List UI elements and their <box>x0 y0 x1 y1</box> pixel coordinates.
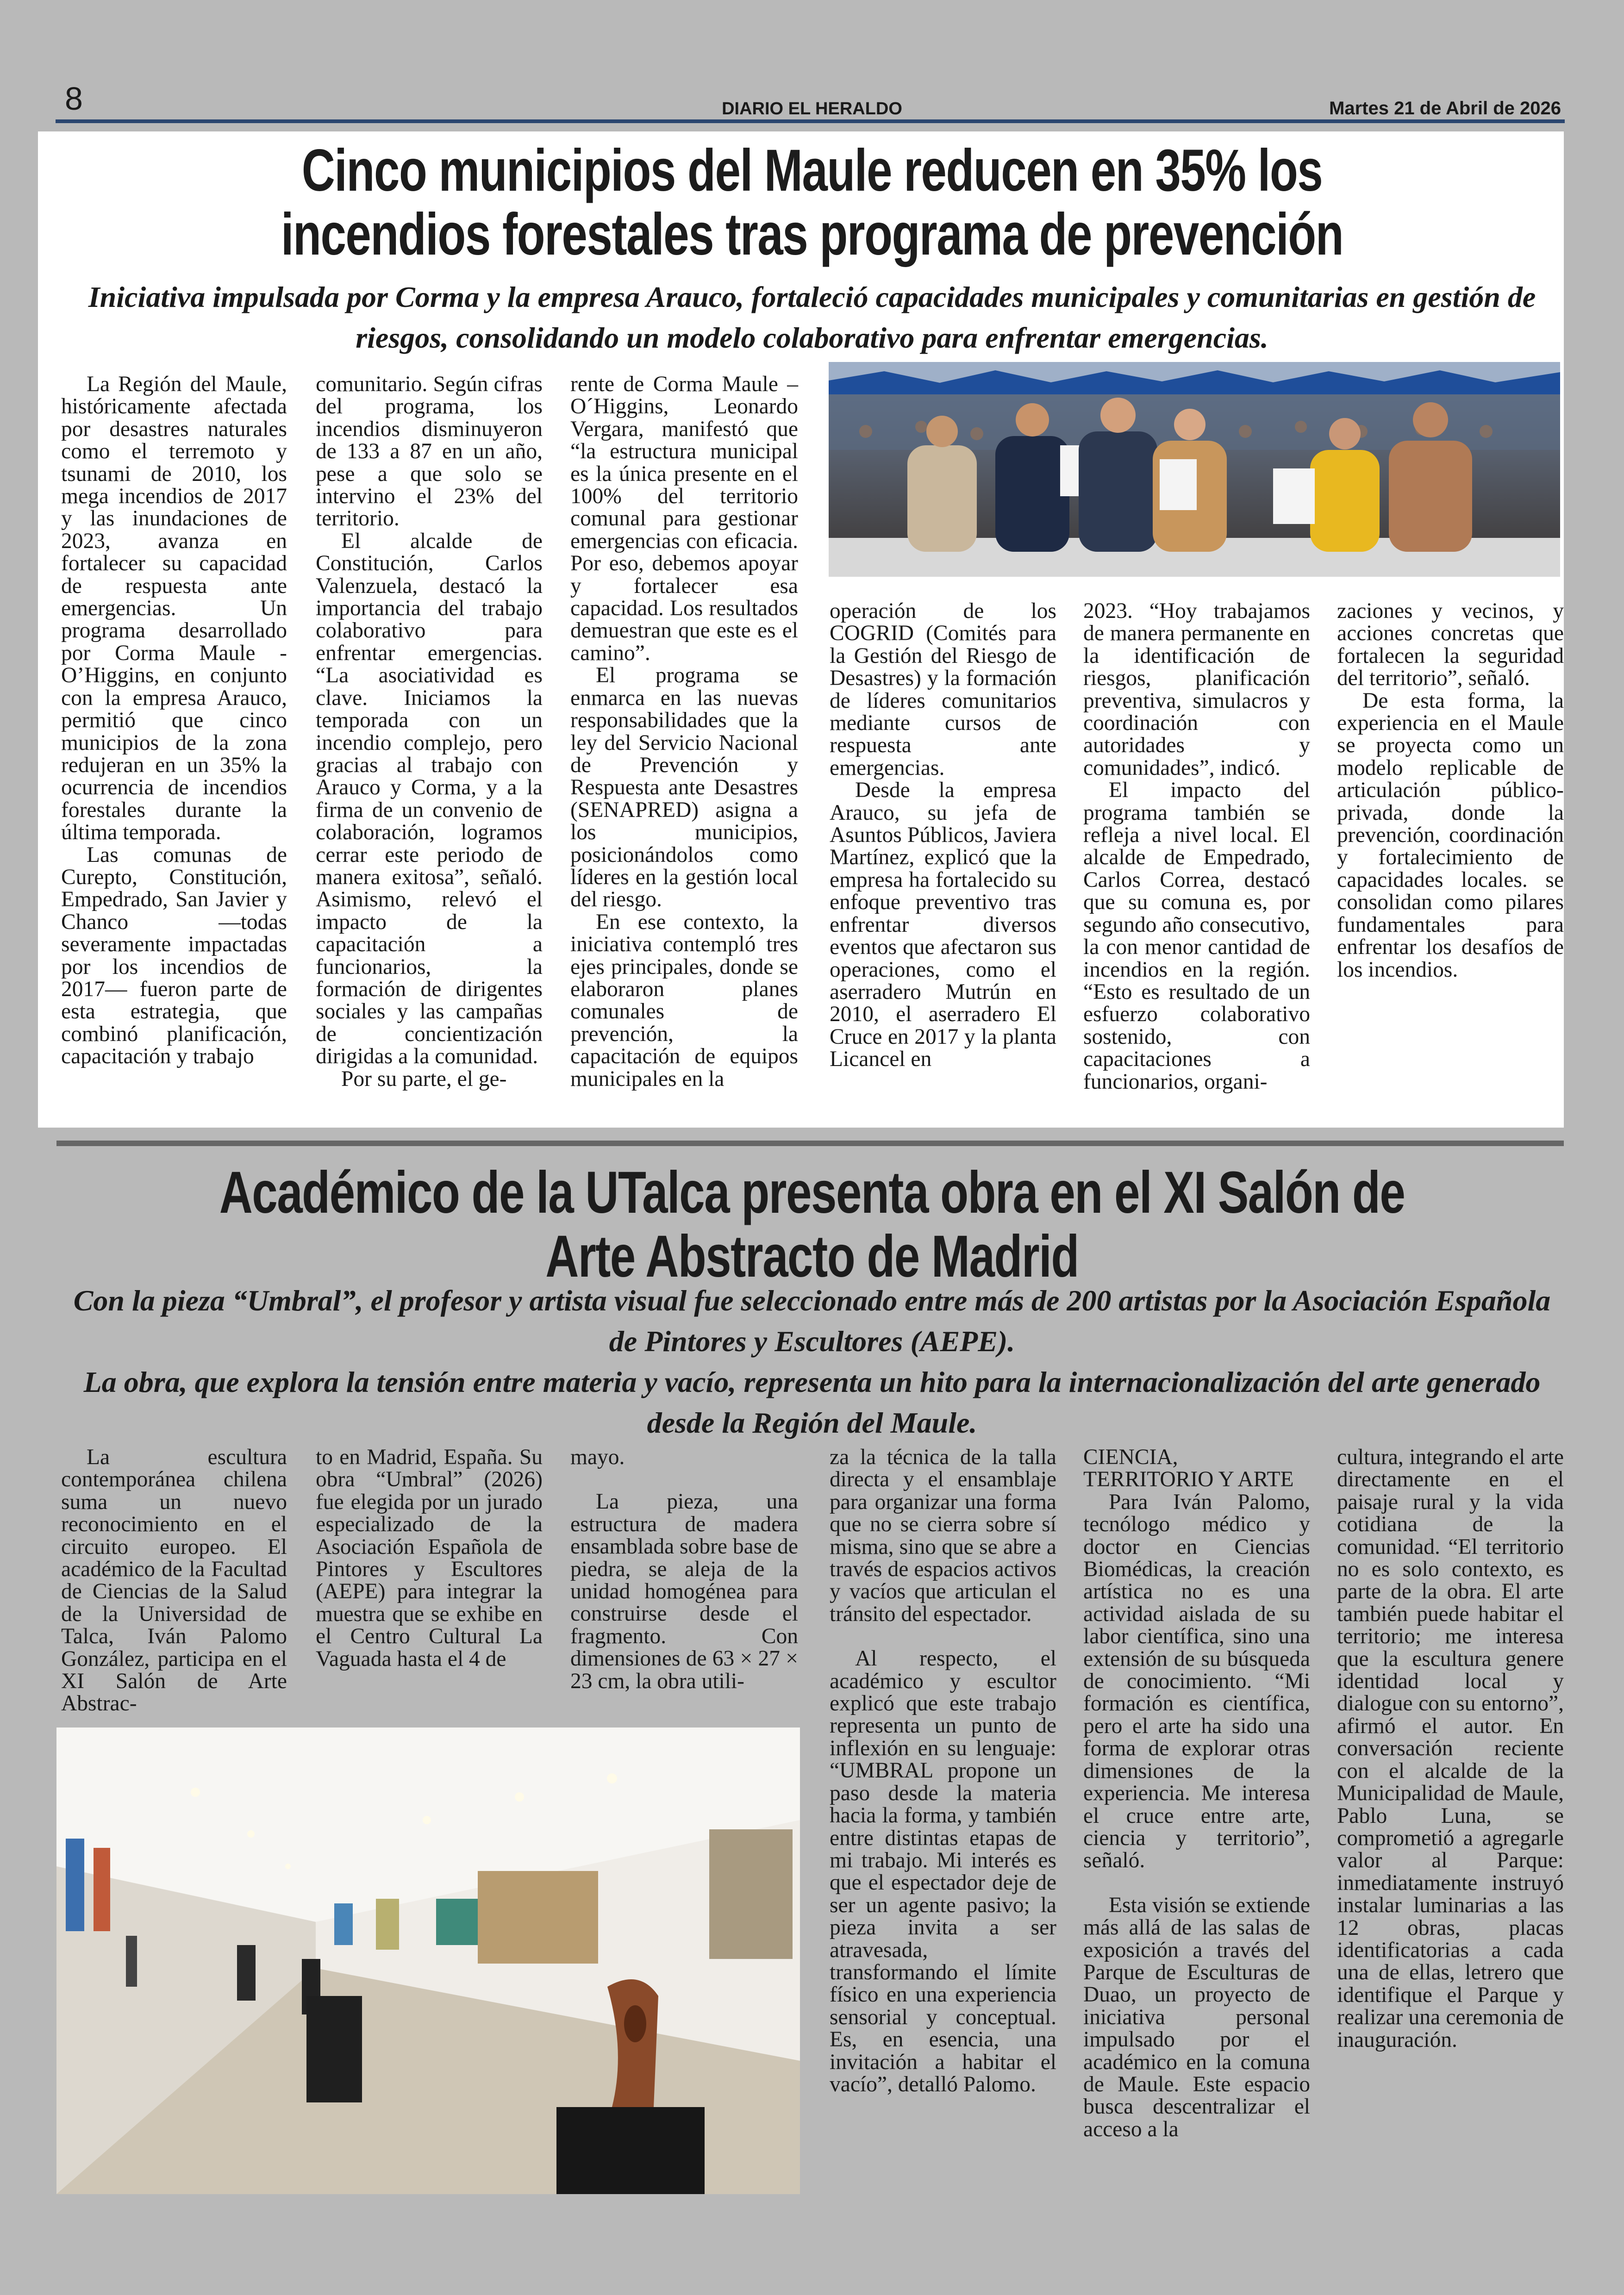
article1-deck: Iniciativa impulsada por Corma y la empresa Arauco, fortaleció capacidades municipales y comunitarias en gestión de riesgos, consolidando un modelo colaborativo para enfrentar emergencias. <box>88 281 1536 354</box>
paragraph: La Región del Maule, históricamente afectada por desastres naturales como el terremoto y tsunami de 2010, los mega incendios de 2017 y las inundaciones de 2023, avanza en fortalecer su capacidad de respuesta ante emergencias. Un programa desarrollado por Corma Maule - O’Higgins, en conjunto con la empresa Arauco, permitió que cinco municipios de la zona redujeran en un 35% la ocurrencia de incendios forestales durante la última temporada. <box>61 372 287 845</box>
article2-column-2 <box>316 1446 543 1670</box>
paragraph: 2023. “Hoy trabajamos de manera permanente en la identificación de riesgos, planificación preventiva, simulacros y coordinación con autoridades y comunidades”, indicó. <box>1083 599 1310 780</box>
article2-deck-2: La obra, que explora la tensión entre materia y vacío, representa un hito para la internacionalización del arte generado desde la Región del Maule. <box>83 1366 1541 1439</box>
paragraph: El programa se enmarca en las nuevas responsabilidades que la ley del Servicio Nacional de Prevención y Respuesta ante Desastres (SENAPRED) asigna a los municipios, posicionándolos como líderes en la gestión local del riesgo. <box>570 663 798 912</box>
paragraph: mayo. <box>570 1445 625 1469</box>
article1-headline: Cinco municipios del Maule reducen en 35% los incendios forestales tras programa de prevención <box>281 137 1343 268</box>
paragraph: Esta visión se extiende más allá de las salas de exposición a través del Parque de Esculturas de Duao, un proyecto de iniciativa personal impulsado por el académico en la comuna de Maule. Este espacio busca descentralizar el acceso a la <box>1083 1893 1310 2141</box>
paragraph: Por su parte, el ge- <box>341 1066 507 1091</box>
article2-column-1 <box>61 1446 287 1715</box>
article2-column-5 <box>1083 1446 1310 2140</box>
paragraph: rente de Corma Maule – O´Higgins, Leonardo Vergara, manifestó que “la estructura municipal es la única presente en el 100% del territorio comunal para gestionar emergencias con eficacia. Por eso, debemos apoyar y fortalecer esa capacidad. Los resultados demuestran que este es el camino”. <box>570 372 798 665</box>
paragraph: En ese contexto, la iniciativa contempló tres ejes principales, donde se elaboraron planes comunales de prevención, la capacitación de equipos municipales en la <box>570 910 798 1091</box>
paragraph: De esta forma, la experiencia en el Maule se proyecta como un modelo replicable de articulación público-privada, donde la prevención, coordinación y fortalecimiento de capacidades locales. se consolidan como pilares fundamentales para enfrentar los desafíos de los incendios. <box>1337 688 1564 982</box>
section-subhead: CIENCIA, TERRITORIO Y ARTE <box>1083 1445 1294 1492</box>
paragraph: comunitario. Según cifras del programa, los incendios disminuyeron de 133 a 87 en un año, pese a que solo se intervino el 23% del territorio. <box>316 372 543 531</box>
paragraph: La escultura contemporánea chilena suma un nuevo reconocimiento en el circuito europeo. El académico de la Facultad de Ciencias de la Salud de la Universidad de Talca, Iván Palomo González, participa en el XI Salón de Arte Abstrac- <box>61 1445 287 1716</box>
newspaper-name: DIARIO EL HERALDO <box>722 99 902 118</box>
paragraph: Para Iván Palomo, tecnólogo médico y doctor en Ciencias Biomédicas, la creación artística no es una actividad aislada de su labor científica, sino una extensión de su búsqueda de conocimiento. “Mi formación es científica, pero el arte ha sido una forma de explorar otras dimensiones de la experiencia. Me interesa el cruce entre arte, ciencia y territorio”, señaló. <box>1083 1490 1310 1873</box>
article2-column-6 <box>1337 1446 1564 2051</box>
page-number: 8 <box>65 81 83 117</box>
paragraph: La pieza, una estructura de madera ensamblada sobre base de piedra, se aleja de la unidad homogénea para construirse desde el fragmento. Con dimensiones de 63 × 27 × 23 cm, la obra utili- <box>570 1490 798 1693</box>
gallery-illustration <box>56 1727 800 2194</box>
issue-date: Martes 21 de Abril de 2026 <box>1329 98 1561 118</box>
signing-ceremony-illustration <box>829 362 1560 577</box>
article1-photo <box>829 362 1560 577</box>
header-rule <box>56 119 1565 123</box>
article1-column-2 <box>316 373 543 1090</box>
paragraph: El impacto del programa también se refleja a nivel local. El alcalde de Empedrado, Carlos Correa, destacó que su comuna es, por segundo año consecutivo, la con menor cantidad de incendios en la región. “Esto es resultado de un esfuerzo colaborativo sostenido, con capacitaciones a funcionarios, organi- <box>1083 778 1310 1094</box>
paragraph: to en Madrid, España. Su obra “Umbral” (2026) fue elegida por un jurado especializado de la Asociación Española de Pintores y Escultores (AEPE) para integrar la muestra que se exhibe en el Centro Cultural La Vaguada hasta el 4 de <box>316 1445 543 1671</box>
paragraph: cultura, integrando el arte directamente en el paisaje rural y la vida cotidiana de la comunidad. “El territorio no es solo contexto, es parte de la obra. El arte también puede habitar el territorio; me interesa que la escultura genere identidad local y dialogue con su entorno”, afirmó el autor. En conversación reciente con el alcalde de la Municipalidad de Maule, Pablo Luna, se comprometió a agregarle valor al Parque: inmediatamente instruyó instalar luminarias a las 12 obras, placas identificatorias a cada una de ellas, letrero que identifique el Parque y realizar una ceremonia de inauguración. <box>1337 1445 1564 2052</box>
article2-deck-1: Con la pieza “Umbral”, el profesor y artista visual fue seleccionado entre más de 200 artistas por la Asociación Española de Pintores y Escultores (AEPE). <box>73 1284 1551 1358</box>
article1-column-4 <box>830 600 1056 1071</box>
article1-column-5 <box>1083 600 1310 1093</box>
article1-column-3 <box>570 373 798 1090</box>
section-divider <box>56 1141 1564 1146</box>
article2-column-4 <box>830 1446 1056 2095</box>
article1-column-6 <box>1337 600 1564 981</box>
paragraph: za la técnica de la talla directa y el ensamblaje para organizar una forma que no se cierra sobre sí misma, sino que se abre a través de espacios activos y vacíos que articulan el tránsito del espectador. <box>830 1445 1056 1626</box>
article2-headline: Académico de la UTalca presenta obra en el XI Salón de Arte Abstracto de Madrid <box>219 1160 1405 1290</box>
paragraph: El alcalde de Constitución, Carlos Valenzuela, destacó la importancia del trabajo colaborativo para enfrentar emergencias. “La asociatividad es clave. Iniciamos la temporada con un incendio complejo, pero gracias al trabajo con Arauco y Corma, y a la firma de un convenio de colaboración, logramos cerrar este periodo de manera exitosa”, señaló. Asimismo, relevó el impacto de la capacitación a funcionarios, la formación de dirigentes sociales y las campañas de concientización dirigidas a la comunidad. <box>316 529 543 1069</box>
paragraph: Las comunas de Curepto, Constitución, Empedrado, San Javier y Chanco —todas severamente impactadas por los incendios de 2017— fueron parte de esta estrategia, que combinó planificación, capacitación y trabajo <box>61 842 287 1069</box>
paragraph: Al respecto, el académico y escultor explicó que este trabajo representa un punto de inflexión en su lenguaje: “UMBRAL propone un paso desde la materia hacia la forma, y también entre distintas etapas de mi trabajo. Mi interés es que el espectador deje de ser un agente pasivo; la pieza invita a ser atravesada, transformando el límite físico en una experiencia sensorial y conceptual. Es, en esencia, una invitación a habitar el vacío”, detalló Palomo. <box>830 1646 1056 2096</box>
article2-photo <box>56 1727 800 2194</box>
paragraph: zaciones y vecinos, y acciones concretas que fortalecen la seguridad del territorio”, señaló. <box>1337 599 1564 691</box>
article1-column-1 <box>61 373 287 1068</box>
paragraph: Desde la empresa Arauco, su jefa de Asuntos Públicos, Javiera Martínez, explicó que la empresa ha fortalecido su enfoque preventivo tras enfrentar diversos eventos que afectaron sus operaciones, como el aserradero Mutrún en 2010, el aserradero El Cruce en 2017 y la planta Licancel en <box>830 778 1056 1072</box>
article2-column-3 <box>570 1446 798 1692</box>
paragraph: operación de los COGRID (Comités para la Gestión del Riesgo de Desastres) y la formación de líderes comunitarios mediante cursos de respuesta ante emergencias. <box>830 599 1056 780</box>
